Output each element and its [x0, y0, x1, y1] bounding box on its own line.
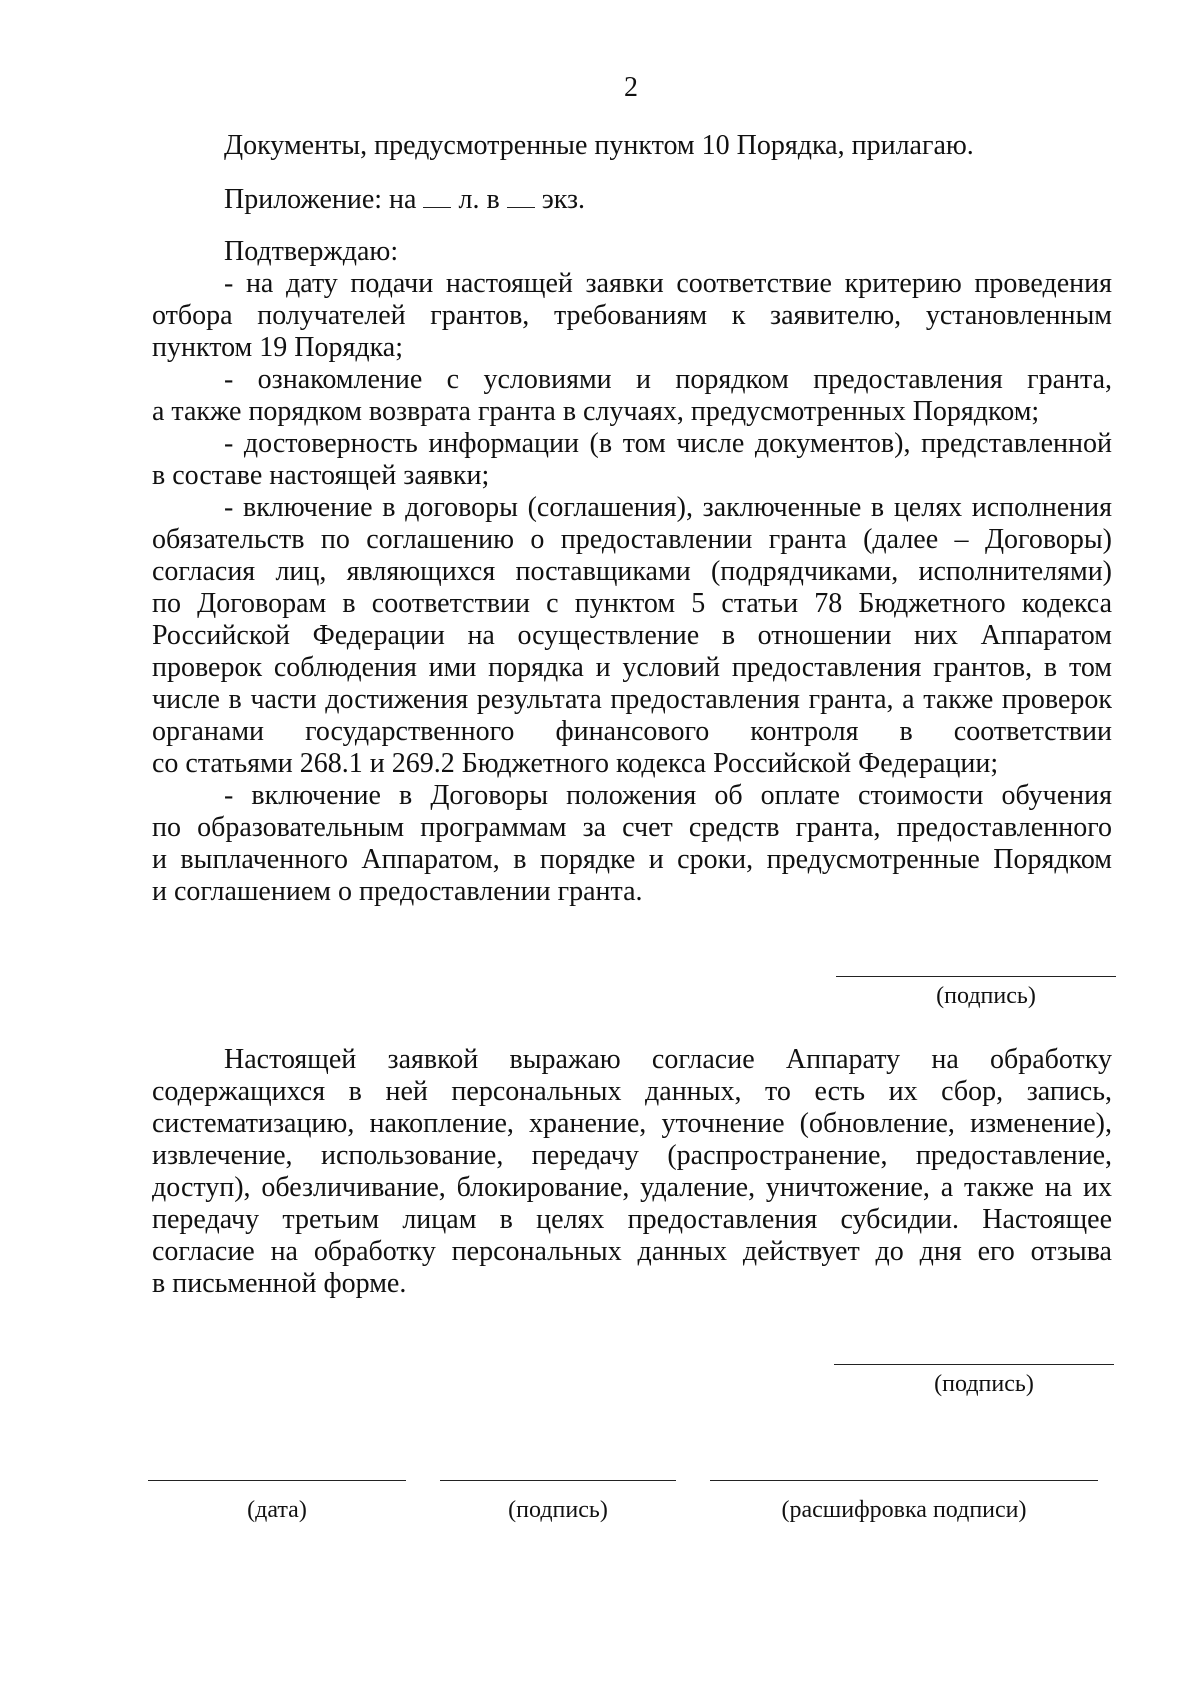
attachment-paragraph	[152, 184, 1112, 216]
consent-paragraph	[152, 1044, 1112, 1300]
documents-line: Документы, предусмотренные пунктом 10 Порядка, прилагаю.	[224, 130, 974, 161]
confirm-item-line: обязательств по соглашению о предоставлении гранта (далее – Договоры)	[152, 524, 1112, 555]
confirm-heading: Подтверждаю:	[224, 236, 399, 267]
attachment-part-1: Приложение: на	[224, 184, 417, 215]
confirm-item-line: в составе настоящей заявки;	[152, 460, 490, 491]
footer-signature-caption: (подпись)	[508, 1497, 608, 1523]
confirm-item-line: проверок соблюдения ими порядка и условий предоставления грантов, в том	[152, 652, 1112, 683]
date-line	[148, 1480, 406, 1481]
confirm-item-line: по Договорам в соответствии с пунктом 5 статьи 78 Бюджетного кодекса	[152, 588, 1112, 619]
attachment-part-3: экз.	[541, 184, 585, 215]
confirm-item-line: - включение в договоры (соглашения), заключенные в целях исполнения	[224, 492, 1112, 523]
confirm-item-line: согласия лиц, являющихся поставщиками (подрядчиками, исполнителями)	[152, 556, 1112, 587]
footer-signature-line	[440, 1480, 676, 1481]
confirm-item-line: органами государственного финансового контроля в соответствии	[152, 716, 1112, 747]
signature-caption-2: (подпись)	[934, 1371, 1034, 1397]
attachment-part-2: л. в	[458, 184, 500, 215]
consent-line: содержащихся в ней персональных данных, то есть их сбор, запись,	[152, 1076, 1112, 1107]
attachment-line	[152, 184, 1112, 216]
confirm-item-line: отбора получателей грантов, требованиям к заявителю, установленным	[152, 300, 1112, 331]
page-number: 2	[624, 72, 638, 103]
confirm-item-line: пунктом 19 Порядка;	[152, 332, 403, 363]
confirm-item-line: числе в части достижения результата предоставления гранта, а также проверок	[152, 684, 1112, 715]
consent-line: передачу третьим лицам в целях предоставления субсидии. Настоящее	[152, 1204, 1112, 1235]
confirm-heading-block	[152, 236, 1112, 268]
signature-line-2	[834, 1364, 1114, 1365]
confirm-item-line: - включение в Договоры положения об оплате стоимости обучения	[224, 780, 1112, 811]
date-caption: (дата)	[247, 1497, 307, 1523]
decoding-caption: (расшифровка подписи)	[781, 1497, 1027, 1523]
confirm-item-line: по образовательным программам за счет средств гранта, предоставленного	[152, 812, 1112, 843]
consent-line: систематизацию, накопление, хранение, уточнение (обновление, изменение),	[152, 1108, 1112, 1139]
confirm-item-line: - на дату подачи настоящей заявки соответствие критерию проведения	[224, 268, 1112, 299]
decoding-line	[710, 1480, 1098, 1481]
attachment-blank-pages	[423, 185, 451, 208]
signature-caption-1: (подпись)	[936, 983, 1036, 1009]
confirm-list	[152, 268, 1112, 908]
attachment-blank-copies	[507, 185, 535, 208]
consent-line: доступ), обезличивание, блокирование, удаление, уничтожение, а также на их	[152, 1172, 1112, 1203]
confirm-item-line: и выплаченного Аппаратом, в порядке и сроки, предусмотренные Порядком	[152, 844, 1112, 875]
signature-line-1	[836, 976, 1116, 977]
consent-line: согласие на обработку персональных данных действует до дня его отзыва	[152, 1236, 1112, 1267]
confirm-item-line: Российской Федерации на осуществление в отношении них Аппаратом	[152, 620, 1112, 651]
confirm-item-line: и соглашением о предоставлении гранта.	[152, 876, 643, 907]
consent-line: Настоящей заявкой выражаю согласие Аппарату на обработку	[224, 1044, 1112, 1075]
confirm-item-line: а также порядком возврата гранта в случаях, предусмотренных Порядком;	[152, 396, 1040, 427]
confirm-item-line: - ознакомление с условиями и порядком предоставления гранта,	[224, 364, 1112, 395]
consent-line: в письменной форме.	[152, 1268, 407, 1299]
confirm-item-line: - достоверность информации (в том числе документов), представленной	[224, 428, 1112, 459]
consent-line: извлечение, использование, передачу (распространение, предоставление,	[152, 1140, 1112, 1171]
confirm-item-line: со статьями 268.1 и 269.2 Бюджетного кодекса Российской Федерации;	[152, 748, 999, 779]
documents-paragraph	[152, 130, 1112, 162]
